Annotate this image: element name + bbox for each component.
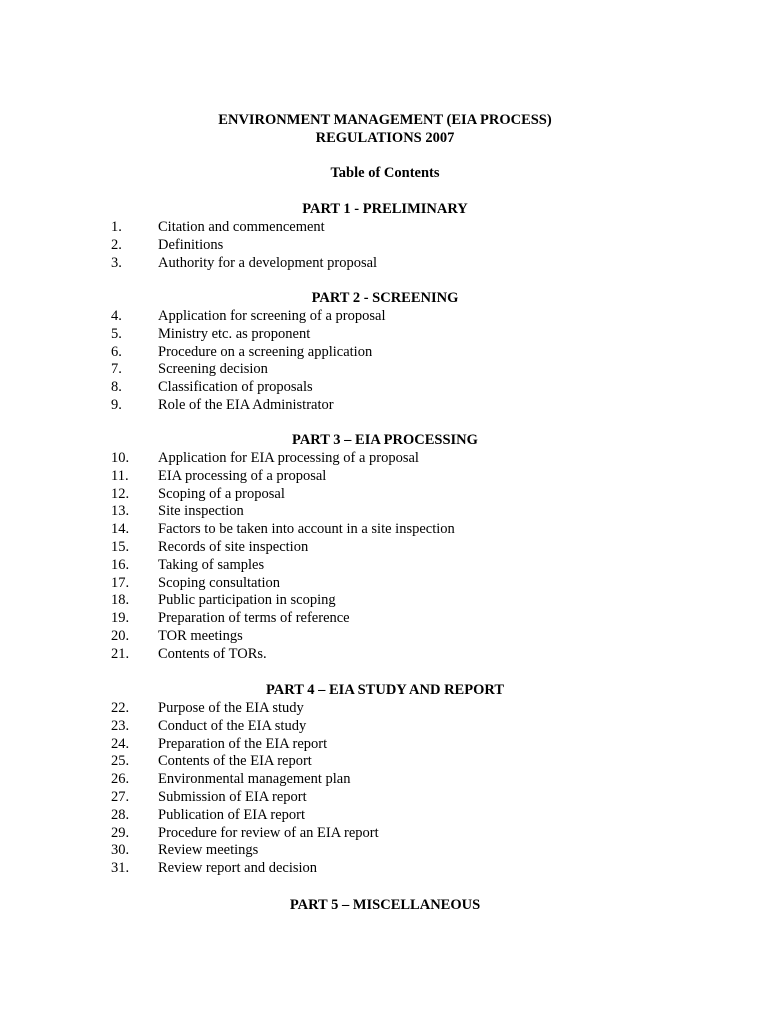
toc-entry-number: 16. xyxy=(111,556,130,573)
toc-entry-title: Citation and commencement xyxy=(158,219,325,235)
document-title-line1: ENVIRONMENT MANAGEMENT (EIA PROCESS) xyxy=(218,112,552,128)
toc-entry-number: 7. xyxy=(111,361,122,378)
toc-entry xyxy=(0,502,770,520)
toc-entry-number: 10. xyxy=(111,450,130,466)
toc-entry-number: 9. xyxy=(111,397,122,413)
toc-entry-number: 17. xyxy=(111,574,130,591)
toc-entry-number: 14. xyxy=(111,521,130,538)
toc-entry xyxy=(0,236,770,254)
toc-entry-number: 15. xyxy=(111,539,130,555)
toc-entry-title: Publication of EIA report xyxy=(158,806,305,823)
toc-entry-title: Contents of TORs. xyxy=(158,645,267,662)
toc-entry-title: Preparation of the EIA report xyxy=(158,735,328,752)
toc-entry xyxy=(0,770,770,788)
toc-entry xyxy=(0,841,770,859)
toc-heading: Table of Contents xyxy=(330,165,440,181)
toc-entry-title: Environmental management plan xyxy=(158,771,351,788)
toc-entry-number: 22. xyxy=(111,700,130,716)
toc-entry-number: 5. xyxy=(111,325,122,342)
toc-entry-title: Records of site inspection xyxy=(158,539,309,555)
toc-entry xyxy=(0,254,770,272)
toc-entry xyxy=(0,788,770,806)
toc-entry-title: Public participation in scoping xyxy=(158,592,336,609)
toc-entry-number: 4. xyxy=(111,308,122,324)
toc-entry-number: 26. xyxy=(111,771,130,788)
toc-entry-number: 12. xyxy=(111,485,130,502)
toc-entry-number: 31. xyxy=(111,860,130,877)
toc-entry-title: Ministry etc. as proponent xyxy=(158,325,311,342)
toc-entry-number: 19. xyxy=(111,610,130,627)
toc-entry xyxy=(0,717,770,735)
toc-entry-number: 2. xyxy=(111,236,122,253)
toc-entry xyxy=(0,752,770,770)
toc-entry-title: Submission of EIA report xyxy=(158,789,307,805)
toc-entry xyxy=(0,378,770,396)
toc-entry-number: 3. xyxy=(111,254,122,271)
toc-entry-title: Authority for a development proposal xyxy=(158,254,378,271)
part-heading-3: PART 3 – EIA PROCESSING xyxy=(292,432,478,448)
toc-entry-title: Contents of the EIA report xyxy=(158,753,312,770)
toc-entry xyxy=(0,360,770,378)
toc-entry-title: Role of the EIA Administrator xyxy=(158,397,334,413)
toc-entry xyxy=(0,325,770,343)
toc-entry xyxy=(0,824,770,842)
toc-entry-number: 21. xyxy=(111,645,130,662)
toc-entry xyxy=(0,467,770,485)
toc-entry xyxy=(0,859,770,877)
toc-entry xyxy=(0,556,770,574)
toc-entry-title: Scoping consultation xyxy=(158,574,281,591)
toc-entry xyxy=(0,307,770,325)
toc-entry xyxy=(0,699,770,717)
toc-entry-number: 24. xyxy=(111,735,130,752)
toc-entry xyxy=(0,591,770,609)
toc-entry-number: 1. xyxy=(111,219,122,235)
toc-entry-title: Scoping of a proposal xyxy=(158,485,285,502)
toc-entry xyxy=(0,735,770,753)
toc-entry-number: 23. xyxy=(111,717,130,734)
toc-entry xyxy=(0,627,770,645)
toc-entry-title: Site inspection xyxy=(158,503,244,520)
toc-entry-number: 20. xyxy=(111,628,130,644)
toc-entry xyxy=(0,485,770,503)
toc-entry xyxy=(0,806,770,824)
toc-entry-number: 29. xyxy=(111,824,130,841)
toc-entry xyxy=(0,343,770,361)
toc-entry-title: Procedure for review of an EIA report xyxy=(158,824,379,841)
toc-entry-title: Procedure on a screening application xyxy=(158,343,373,360)
document-title-line2: REGULATIONS 2007 xyxy=(315,130,455,146)
toc-entry xyxy=(0,396,770,414)
toc-entry xyxy=(0,449,770,467)
toc-entry-number: 30. xyxy=(111,842,130,859)
toc-entry-number: 8. xyxy=(111,379,122,396)
part-heading-5: PART 5 – MISCELLANEOUS xyxy=(289,897,481,913)
toc-entry-number: 25. xyxy=(111,753,130,770)
toc-entry-title: Definitions xyxy=(158,236,224,253)
toc-entry-title: EIA processing of a proposal xyxy=(158,467,327,484)
toc-entry-title: Application for EIA processing of a proposal xyxy=(158,450,419,466)
toc-entry-number: 18. xyxy=(111,592,130,609)
toc-entry-title: Classification of proposals xyxy=(158,379,313,396)
toc-entry xyxy=(0,520,770,538)
part-heading-2: PART 2 - SCREENING xyxy=(311,290,459,306)
toc-entry-number: 11. xyxy=(111,467,129,484)
toc-entry-number: 28. xyxy=(111,806,130,823)
part-heading-4: PART 4 – EIA STUDY AND REPORT xyxy=(266,682,504,698)
toc-entry-title: Purpose of the EIA study xyxy=(158,700,304,716)
toc-entry-number: 13. xyxy=(111,503,130,520)
toc-entry xyxy=(0,609,770,627)
toc-entry-number: 27. xyxy=(111,789,130,805)
toc-entry-title: TOR meetings xyxy=(158,628,243,644)
toc-entry xyxy=(0,645,770,663)
part-heading-1: PART 1 - PRELIMINARY xyxy=(302,201,468,217)
toc-entry-title: Review report and decision xyxy=(158,860,318,877)
toc-entry-number: 6. xyxy=(111,343,122,360)
toc-entry-title: Factors to be taken into account in a site inspection xyxy=(158,521,455,538)
toc-entry xyxy=(0,218,770,236)
toc-entry-title: Review meetings xyxy=(158,842,259,859)
toc-entry-title: Application for screening of a proposal xyxy=(158,308,386,324)
toc-entry-title: Screening decision xyxy=(158,361,268,378)
toc-entry xyxy=(0,574,770,592)
toc-entry-title: Conduct of the EIA study xyxy=(158,717,307,734)
toc-entry xyxy=(0,538,770,556)
toc-entry-title: Taking of samples xyxy=(158,556,265,573)
toc-entry-title: Preparation of terms of reference xyxy=(158,610,350,627)
